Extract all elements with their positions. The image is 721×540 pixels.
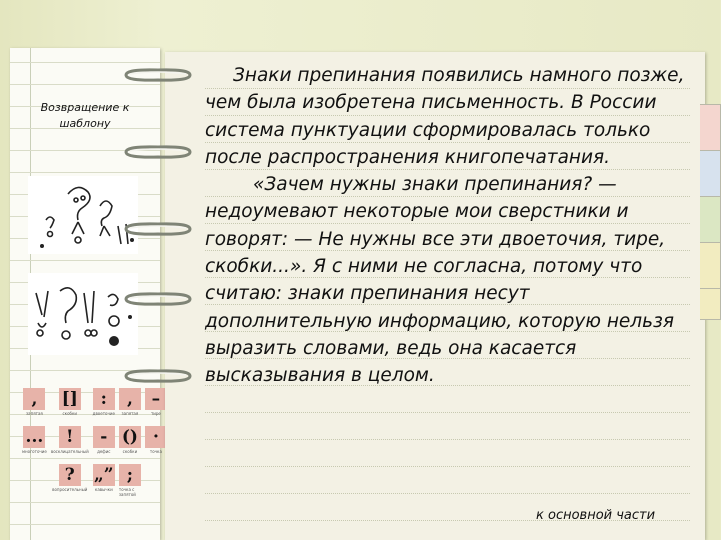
punct-symbol: , <box>119 388 141 410</box>
punct-caption: запятая <box>121 411 139 416</box>
punct-caption: точка <box>149 449 162 454</box>
punct-card <box>22 426 47 460</box>
punct-caption: дефис <box>97 449 111 454</box>
paragraph-2: «Зачем нужны знаки препинания? — недоумевают некоторые мои сверстники и говорят: — Не нужны все эти двоеточия, тире, скобки...». Я с ними не согласна, потому что считаю: знаки препинания несут дополнительную информацию, которую нельзя выразить словами, ведь она касается высказывания в целом. <box>205 174 674 387</box>
punct-caption: запятая <box>26 411 43 416</box>
punct-caption: вопросительный <box>52 487 88 492</box>
binder-ring-icon <box>122 292 194 306</box>
punct-card <box>119 388 141 422</box>
tab-blue[interactable] <box>700 150 721 198</box>
paragraph-1: Знаки препинания появились намного позже, чем была изобретена письменность. В России система пунктуации сформировалась только после распространения книгопечатания. <box>205 65 685 168</box>
tab-green[interactable] <box>700 196 721 244</box>
rule-line <box>10 260 160 261</box>
punct-caption: точка с запятой <box>118 487 136 497</box>
punct-symbol: : <box>93 388 115 410</box>
punct-card <box>22 388 47 422</box>
dotted-rule <box>205 439 690 440</box>
punct-caption: тире <box>150 411 161 416</box>
dotted-rule <box>205 466 690 467</box>
punct-symbol: , <box>23 388 45 410</box>
punct-card-empty <box>22 464 47 498</box>
punct-card <box>51 426 89 460</box>
punct-card <box>93 464 115 498</box>
punct-card <box>145 388 167 422</box>
main-text-block <box>205 62 700 390</box>
punct-card <box>145 426 167 460</box>
punct-symbol: - <box>93 426 115 448</box>
punct-caption: скобки <box>122 449 138 454</box>
binder-ring-icon <box>122 369 194 383</box>
tab-yellow-2[interactable] <box>700 288 721 320</box>
binder-ring-icon <box>122 222 194 236</box>
punct-symbol: · <box>145 426 167 448</box>
punct-card <box>119 426 141 460</box>
tab-pink[interactable] <box>700 104 721 152</box>
punct-card <box>93 426 115 460</box>
rule-line <box>10 524 160 525</box>
punct-card <box>119 464 141 498</box>
punct-caption: восклицательный <box>50 449 89 454</box>
punct-caption: двоеточие <box>92 411 115 416</box>
binder-ring-icon <box>122 68 194 82</box>
punctuation-cartoon-image-2 <box>28 273 138 355</box>
punct-card <box>93 388 115 422</box>
punct-caption: кавычки <box>94 487 113 492</box>
rule-line <box>10 502 160 503</box>
rule-line <box>10 172 160 173</box>
rule-line <box>10 62 160 63</box>
binder-ring-icon <box>122 145 194 159</box>
back-to-template-link[interactable]: Возвращение к шаблону <box>40 101 130 130</box>
punct-symbol: ... <box>23 426 45 448</box>
punctuation-cartoon-image-1 <box>28 176 138 254</box>
punct-symbol: „” <box>94 465 114 485</box>
punct-symbol: ; <box>119 464 141 486</box>
punct-symbol: () <box>119 426 141 448</box>
rule-line <box>10 84 160 85</box>
punct-symbol: [] <box>59 388 81 410</box>
punct-card <box>51 388 89 422</box>
dotted-rule <box>205 412 690 413</box>
punctuation-marks-grid <box>22 388 162 498</box>
punct-symbol: ? <box>59 464 81 486</box>
tab-yellow[interactable] <box>700 242 721 290</box>
to-main-part-link[interactable]: к основной части <box>536 508 656 523</box>
punct-caption: многоточие <box>22 449 47 454</box>
punct-caption: скобки <box>62 411 78 416</box>
dotted-rule <box>205 493 690 494</box>
punct-symbol: – <box>145 388 167 410</box>
punct-symbol: ! <box>59 426 81 448</box>
punct-card <box>51 464 89 498</box>
